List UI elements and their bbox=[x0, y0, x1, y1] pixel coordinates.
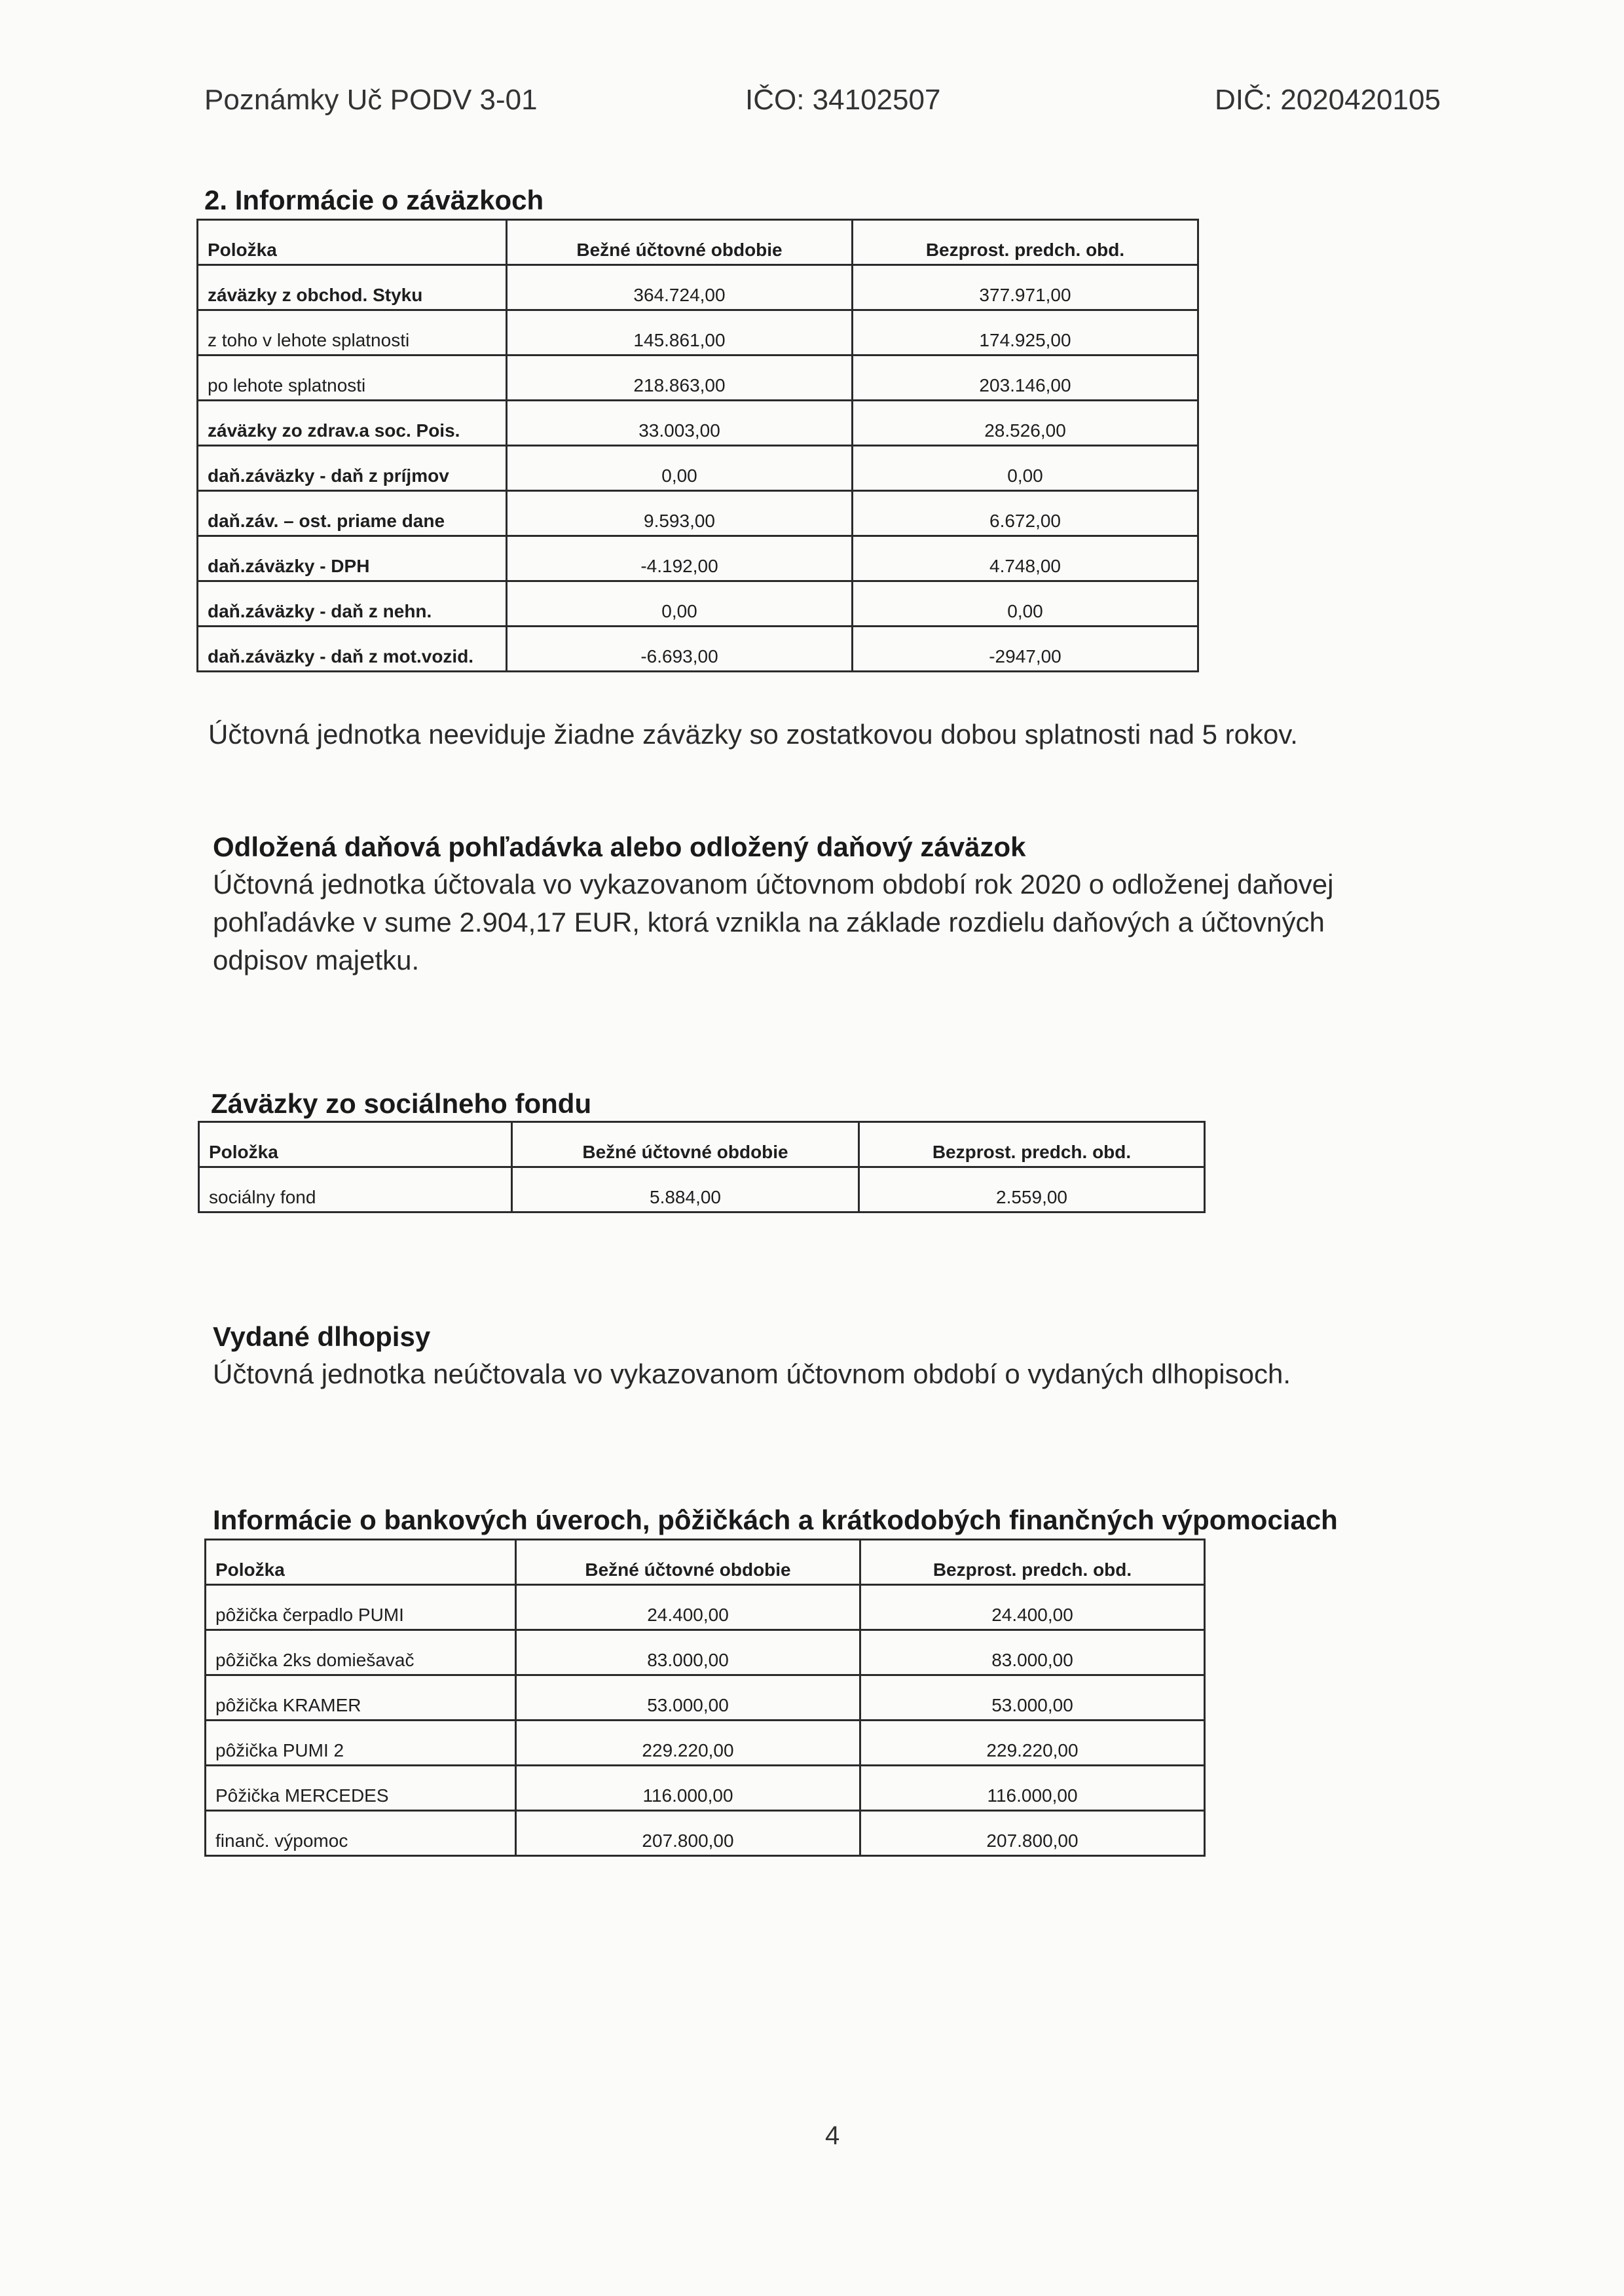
deferred-tax-line: pohľadávke v sume 2.904,17 EUR, ktorá vznikla na základe rozdielu daňových a účtovných bbox=[213, 907, 1325, 938]
current-period-value: 0,00 bbox=[507, 446, 853, 491]
column-header: Bežné účtovné obdobie bbox=[516, 1540, 860, 1585]
previous-period-value: 207.800,00 bbox=[860, 1811, 1205, 1856]
current-period-value: -6.693,00 bbox=[507, 627, 853, 672]
current-period-value: 229.220,00 bbox=[516, 1721, 860, 1766]
deferred-tax-text bbox=[213, 866, 1333, 979]
current-period-value: 24.400,00 bbox=[516, 1585, 860, 1630]
current-period-value: 218.863,00 bbox=[507, 355, 853, 401]
row-label: pôžička KRAMER bbox=[206, 1675, 516, 1721]
column-header: Bezprost. predch. obd. bbox=[859, 1122, 1205, 1167]
previous-period-value: 203.146,00 bbox=[853, 355, 1198, 401]
previous-period-value: 4.748,00 bbox=[853, 536, 1198, 581]
row-label: pôžička PUMI 2 bbox=[206, 1721, 516, 1766]
residual-maturity-note: Účtovná jednotka neeviduje žiadne záväzky so zostatkovou dobou splatnosti nad 5 rokov. bbox=[208, 719, 1298, 750]
header-company-note: Poznámky Uč PODV 3-01 bbox=[204, 84, 538, 116]
social-fund-table bbox=[198, 1121, 1206, 1213]
column-header: Položka bbox=[206, 1540, 516, 1585]
table-row bbox=[198, 581, 1198, 627]
current-period-value: 53.000,00 bbox=[516, 1675, 860, 1721]
header-dic: DIČ: 2020420105 bbox=[1215, 84, 1441, 116]
previous-period-value: 2.559,00 bbox=[859, 1167, 1205, 1212]
current-period-value: 33.003,00 bbox=[507, 401, 853, 446]
column-header: Bezprost. predch. obd. bbox=[853, 220, 1198, 265]
bonds-title: Vydané dlhopisy bbox=[213, 1321, 431, 1352]
row-label: sociálny fond bbox=[199, 1167, 512, 1212]
page-number: 4 bbox=[825, 2121, 840, 2150]
loans-title: Informácie o bankových úveroch, pôžičkách a krátkodobých finančných výpomociach bbox=[213, 1504, 1338, 1535]
deferred-tax-line: odpisov majetku. bbox=[213, 945, 420, 975]
row-label: pôžička 2ks domiešavač bbox=[206, 1630, 516, 1675]
liabilities-table bbox=[196, 219, 1199, 672]
table-header-row bbox=[199, 1122, 1205, 1167]
row-label: daň.záväzky - daň z príjmov bbox=[198, 446, 507, 491]
previous-period-value: 28.526,00 bbox=[853, 401, 1198, 446]
column-header: Bezprost. predch. obd. bbox=[860, 1540, 1205, 1585]
deferred-tax-title: Odložená daňová pohľadávka alebo odložený daňový záväzok bbox=[213, 831, 1026, 862]
previous-period-value: 377.971,00 bbox=[853, 265, 1198, 310]
current-period-value: 83.000,00 bbox=[516, 1630, 860, 1675]
current-period-value: 0,00 bbox=[507, 581, 853, 627]
row-label: daň.záväzky - daň z nehn. bbox=[198, 581, 507, 627]
row-label: daň.záv. – ost. priame dane bbox=[198, 491, 507, 536]
loans-table bbox=[204, 1539, 1206, 1857]
current-period-value: 364.724,00 bbox=[507, 265, 853, 310]
table-header-row bbox=[206, 1540, 1205, 1585]
table-row bbox=[206, 1630, 1205, 1675]
table-header-row bbox=[198, 220, 1198, 265]
table-row bbox=[206, 1721, 1205, 1766]
previous-period-value: 116.000,00 bbox=[860, 1766, 1205, 1811]
table-row bbox=[199, 1167, 1205, 1212]
column-header: Bežné účtovné obdobie bbox=[512, 1122, 859, 1167]
row-label: daň.záväzky - DPH bbox=[198, 536, 507, 581]
table-row bbox=[198, 627, 1198, 672]
column-header: Položka bbox=[198, 220, 507, 265]
social-fund-title: Záväzky zo sociálneho fondu bbox=[211, 1088, 592, 1119]
previous-period-value: 24.400,00 bbox=[860, 1585, 1205, 1630]
table-row bbox=[206, 1675, 1205, 1721]
current-period-value: 9.593,00 bbox=[507, 491, 853, 536]
previous-period-value: 0,00 bbox=[853, 581, 1198, 627]
liabilities-title: 2. Informácie o záväzkoch bbox=[204, 185, 544, 215]
previous-period-value: 83.000,00 bbox=[860, 1630, 1205, 1675]
previous-period-value: 229.220,00 bbox=[860, 1721, 1205, 1766]
table-row bbox=[198, 401, 1198, 446]
column-header: Položka bbox=[199, 1122, 512, 1167]
table-row bbox=[206, 1766, 1205, 1811]
current-period-value: 5.884,00 bbox=[512, 1167, 859, 1212]
current-period-value: -4.192,00 bbox=[507, 536, 853, 581]
table-row bbox=[198, 491, 1198, 536]
bonds-text: Účtovná jednotka neúčtovala vo vykazovanom účtovnom období o vydaných dlhopisoch. bbox=[213, 1358, 1291, 1389]
row-label: finanč. výpomoc bbox=[206, 1811, 516, 1856]
table-row bbox=[198, 446, 1198, 491]
row-label: po lehote splatnosti bbox=[198, 355, 507, 401]
row-label: záväzky zo zdrav.a soc. Pois. bbox=[198, 401, 507, 446]
header-ico: IČO: 34102507 bbox=[745, 84, 941, 116]
row-label: pôžička čerpadlo PUMI bbox=[206, 1585, 516, 1630]
row-label: daň.záväzky - daň z mot.vozid. bbox=[198, 627, 507, 672]
row-label: záväzky z obchod. Styku bbox=[198, 265, 507, 310]
table-row bbox=[206, 1585, 1205, 1630]
table-row bbox=[206, 1811, 1205, 1856]
previous-period-value: 174.925,00 bbox=[853, 310, 1198, 355]
table-row bbox=[198, 536, 1198, 581]
table-row bbox=[198, 310, 1198, 355]
table-row bbox=[198, 265, 1198, 310]
current-period-value: 145.861,00 bbox=[507, 310, 853, 355]
row-label: z toho v lehote splatnosti bbox=[198, 310, 507, 355]
row-label: Pôžička MERCEDES bbox=[206, 1766, 516, 1811]
current-period-value: 207.800,00 bbox=[516, 1811, 860, 1856]
deferred-tax-line: Účtovná jednotka účtovala vo vykazovanom účtovnom období rok 2020 o odloženej daňovej bbox=[213, 869, 1334, 900]
previous-period-value: 6.672,00 bbox=[853, 491, 1198, 536]
previous-period-value: -2947,00 bbox=[853, 627, 1198, 672]
previous-period-value: 53.000,00 bbox=[860, 1675, 1205, 1721]
column-header: Bežné účtovné obdobie bbox=[507, 220, 853, 265]
previous-period-value: 0,00 bbox=[853, 446, 1198, 491]
table-row bbox=[198, 355, 1198, 401]
current-period-value: 116.000,00 bbox=[516, 1766, 860, 1811]
